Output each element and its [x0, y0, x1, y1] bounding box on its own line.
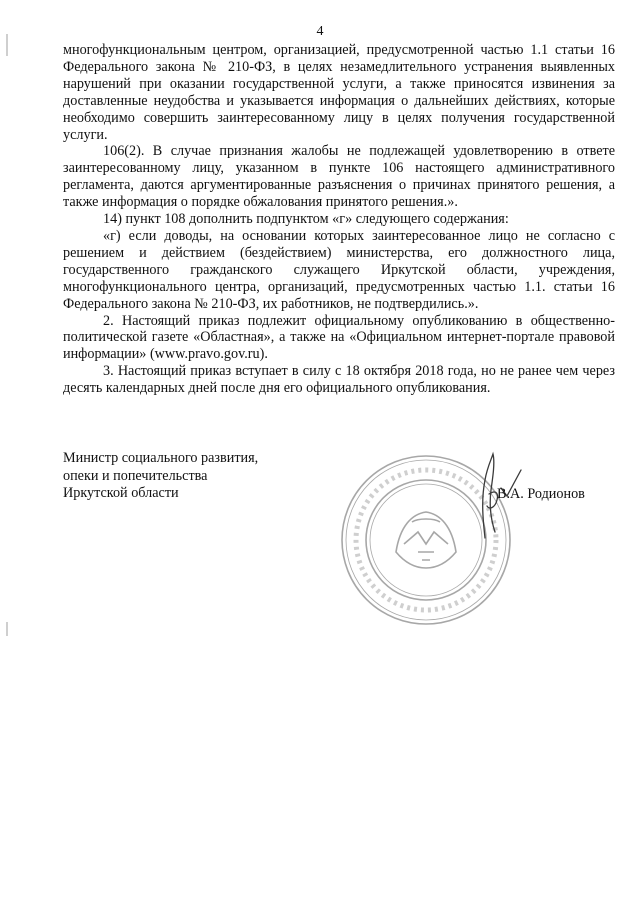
- signer-name: В.А. Родионов: [497, 486, 585, 502]
- paragraph-subitem-g: «г) если доводы, на основании которых заинтересованное лицо не согласно с решением и действием (бездействием) министерства, его должностного лица, государственного гражданского служащего Иркутской области, учреждения, многофункционального центра, организаций, предусмотренных частью 1.1. статьи 16 Федерального закона № 210-ФЗ, их работников, не подтвердились.».: [63, 227, 615, 312]
- page-number: 4: [316, 24, 324, 39]
- paragraph-continuation: многофункциональным центром, организацией, предусмотренной частью 1.1 статьи 16 Федерального закона № 210-ФЗ, в целях незамедлительного устранения выявленных нарушений при оказании государственной услуги, а также приносятся извинения за доставленные неудобства и указывается информация о дальнейших действиях, которые необходимо совершить заинтересованному лицу в целях получения государственной услуги.: [63, 42, 615, 143]
- paragraph-item-14: 14) пункт 108 дополнить подпунктом «г» следующего содержания:: [103, 211, 509, 228]
- paragraph-point-3: 3. Настоящий приказ вступает в силу с 18 октября 2018 года, но не ранее чем через десять календарных дней после дня его официального опубликования.: [63, 363, 615, 397]
- paragraph-106-2: 106(2). В случае признания жалобы не подлежащей удовлетворению в ответе заинтересованному лицу, указанном в пункте 106 настоящего административного регламента, даются аргументированные разъяснения о причинах принятого решения, а также информация о порядке обжалования принятого решения.».: [63, 143, 615, 211]
- signatory-position: [63, 450, 293, 503]
- paragraph-point-2: 2. Настоящий приказ подлежит официальному опубликованию в общественно-политической газете «Областная», а также на «Официальном интернет-портале правовой информации» (www.pravo.gov.ru).: [63, 312, 615, 363]
- position-line: Министр социального развития,: [63, 450, 259, 466]
- position-line: Иркутской области: [63, 485, 179, 502]
- position-line: опеки и попечительства: [63, 467, 208, 484]
- scan-margin-mark: [6, 622, 8, 636]
- document-body: [63, 42, 615, 397]
